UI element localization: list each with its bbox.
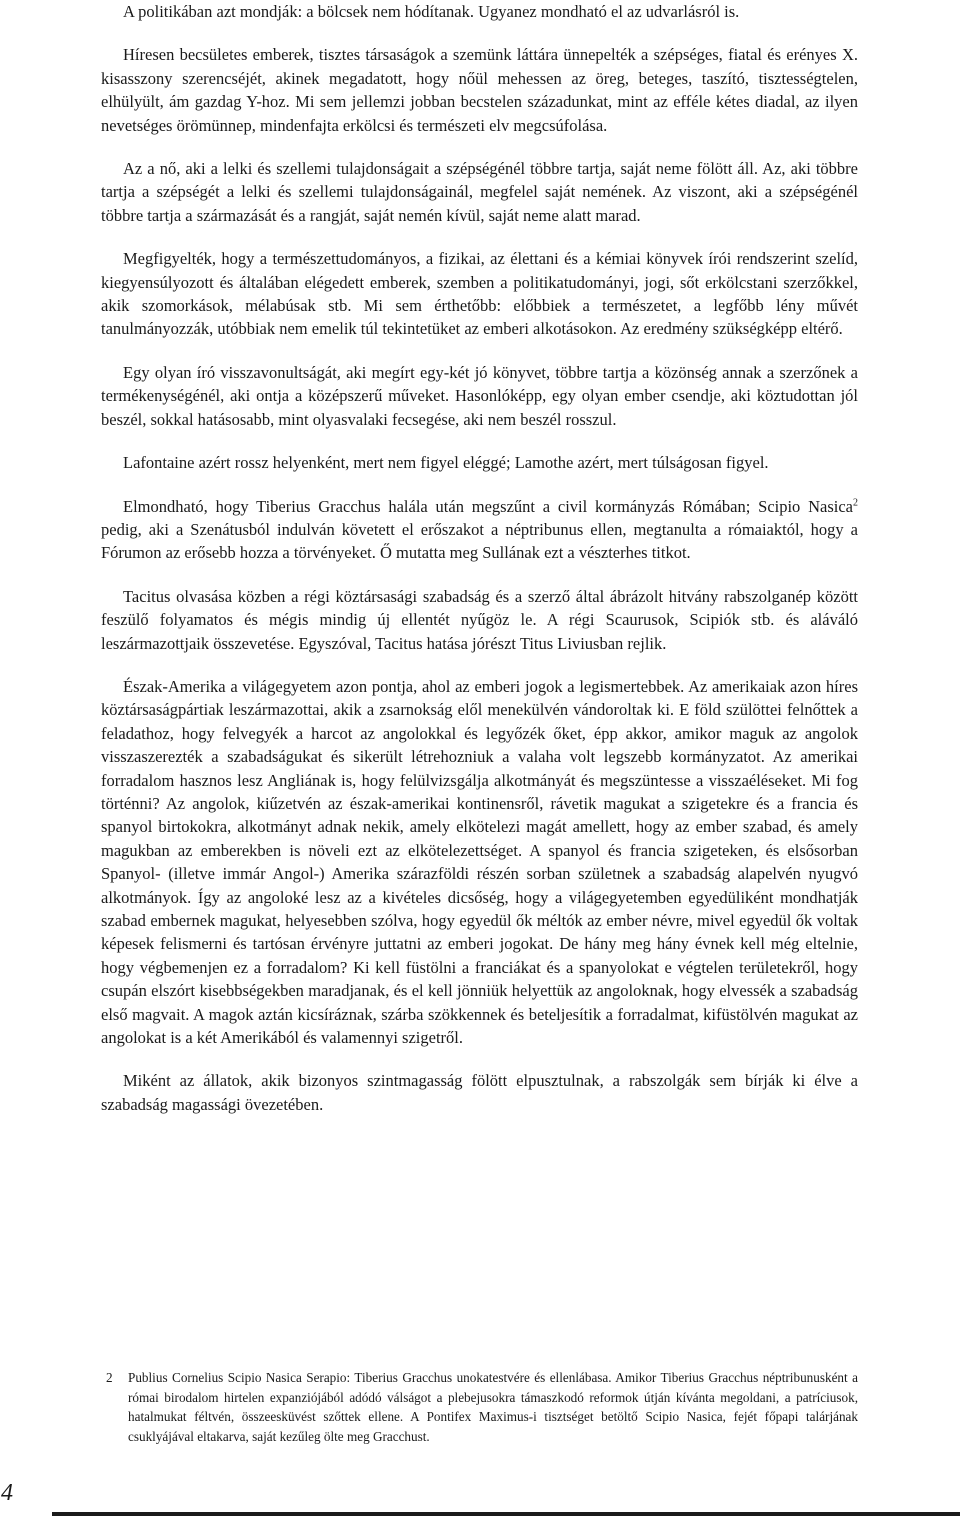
page-number: 4 — [1, 1480, 13, 1506]
paragraph-5: Egy olyan író visszavonultságát, aki megírt egy-két jó könyvet, többre tartja a közönség annak a szerzőnek a termékenységénél, aki ontja a középszerű műveket. Hasonlóképp, egy olyan ember csendje, aki köztudottan jól beszél, sokkal hatásosabb, mint olyasvalaki fecsegése, aki nem beszél rosszul. — [101, 362, 858, 429]
paragraph-8: Tacitus olvasása közben a régi köztársasági szabadság és a szerző által ábrázolt hitvány rabszolganép között feszülő folyamatos és mégis mindig új ellentét nyűgöz le. A régi Scaurusok, Scipiók stb. és aláváló leszármazottjaik összevetése. Egyszóval, Tacitus hatása jórészt Titus Liviusban rejlik. — [101, 586, 858, 653]
paragraph-3: Az a nő, aki a lelki és szellemi tulajdonságait a szépségénél többre tartja, saját neme fölött áll. Az, aki többre tartja a szépségét a lelki és szellemi tulajdonságainál, megfelel saját nemének. Az viszont, aki a szépségénél többre tartja a származását és a rangját, saját nemén kívül, saját neme alatt marad. — [101, 159, 858, 225]
paragraph-6: Lafontaine azért rossz helyenként, mert nem figyel eléggé; Lamothe azért, mert túlságosan figyel. — [123, 453, 769, 473]
paragraph-10: Miként az állatok, akik bizonyos szintmagasság fölött elpusztulnak, a rabszolgák sem bírják ki élve a szabadság magassági övezetében. — [101, 1071, 858, 1114]
footnote — [101, 1368, 858, 1447]
paragraph-2: Híresen becsületes emberek, tisztes társaságok a szemünk láttára ünnepelték a szépséges, fiatal és erényes X. kisasszony szerencséjét, akinek megadatott, hogy nőül mehessen az öreg, beteges, taszító, tisztességtelen, elhülyült, ám gazdag Y-hoz. Mi sem jellemzi jobban becstelen századunkat, mint az efféle kétes diadal, az ilyen nevetséges örömünnep, mindenfajta erkölcsi és természeti elv megcsúfolása. — [101, 45, 858, 135]
body-text — [101, 0, 858, 1136]
paragraph-7-head: Elmondható, hogy Tiberius Gracchus halála után megszűnt a civil kormányzás Rómában; Scipio Nasica — [123, 496, 853, 516]
paragraph-7-tail: pedig, aki a Szenátusból indulván követett el erőszakot a néptribunus ellen, megtanulta a rómaiaktól, hogy a Fórumon az erősebb hozza a törvényeket. Ő mutatta meg Sullának ezt a vészterhes titkot. — [101, 519, 858, 563]
paragraph-7 — [101, 495, 858, 565]
footnote-reference[interactable]: 2 — [853, 497, 858, 508]
paragraph-1: A politikában azt mondják: a bölcsek nem hódítanak. Ugyanez mondható el az udvarlásról is. — [123, 2, 740, 21]
paragraph-9: Észak-Amerika a világegyetem azon pontja, ahol az emberi jogok a legismertebbek. Az amerikaiak azon híres köztársaságpártiak leszármazottai, akik a zsarnokság elől menekülvén vándoroltak ki. E föld szülöttei felnőttek a feladathoz, hogy felvegyék a harcot az angolokkal és legyőzék őket, épp akkor, amikor maguk az angolok visszaszerezték a szabadságukat és sikerült létrehozniuk a valaha volt legszebb kormányzatot. Az amerikai forradalom hasznos lesz Angliának is, hogy felülvizsgálja alkotmányát és megszüntesse a visszaéléseket. Mi fog történni? Az angolok, kiűzetvén az észak-amerikai kontinensről, rávetik magukat a szigetekre és a francia és spanyol birtokokra, alkotmányt adnak nekik, amely elkötelezi magát amellett, hogy az ember szabad, és amely magukban az emberekben is növeli ezt az elkötelezettséget. A spanyol és francia szigeteken, és elsősorban Spanyol- (illetve immár Angol-) Amerika szárazföldi részén sorban születnek a szabadság alapelvén nyugvó alkotmányok. Így az angoloké lesz az a kivételes dicsőség, hogy a világegyetemben egyedüliként mondhatják szabad embernek magukat, helyesebben szólva, hogy egyedül ők méltók az ember névre, mivel egyedül ők voltak képesek felismerni és tartósan érvényre juttatni az emberi jogokat. De hány meg hány évnek kell még eltelnie, hogy végbemenjen ez a forradalom? Ki kell füstölni a franciákat és a spanyolokat e végtelen területekről, hogy csupán elszórt kisebbségekben maradjanak, és el kell jönniük helyettük az angoloknak, hogy elvessék a szabadság első magvait. A magok aztán kicsíráznak, szárba szökkennek és beteljesítik a forradalmat, kifüstölvén magukat az angolokat is a két Amerikából és valamennyi szigetről. — [101, 676, 858, 1048]
footnote-text: Publius Cornelius Scipio Nasica Serapio: Tiberius Gracchus unokatestvére és ellenlábasa. Amikor Tiberius Gracchus néptribunusként a római birodalom hirtelen expanziójából adódó válságot a plebejusokra támaszkodó reformok útján kívánta megoldani, a patríciusok, hatalmukat féltvén, összeesküvést szőttek ellene. A Pontifex Maximus-i tisztséget betöltő Scipio Nasica, fejét főpapi talárjának csuklyájával eltakarva, saját kezűleg ölte meg Gracchust. — [128, 1370, 858, 1445]
paragraph-4: Megfigyelték, hogy a természettudományos, a fizikai, az élettani és a kémiai könyvek írói rendszerint szelíd, kiegyensúlyozott és általában elégedett emberek, szemben a politikatudományi, jogi, sőt erkölcstani szerzőkkel, akik szomorkások, mélabúsak stb. Mi sem érthetőbb: előbbiek a természetet, a legfőbb lény művét tanulmányozzák, utóbbiak nem emelik túl tekintetüket az emberi alkotásokon. Az eredmény szükségképp eltérő. — [101, 249, 858, 339]
footer-rule — [52, 1512, 960, 1516]
footnote-number: 2 — [106, 1370, 113, 1385]
